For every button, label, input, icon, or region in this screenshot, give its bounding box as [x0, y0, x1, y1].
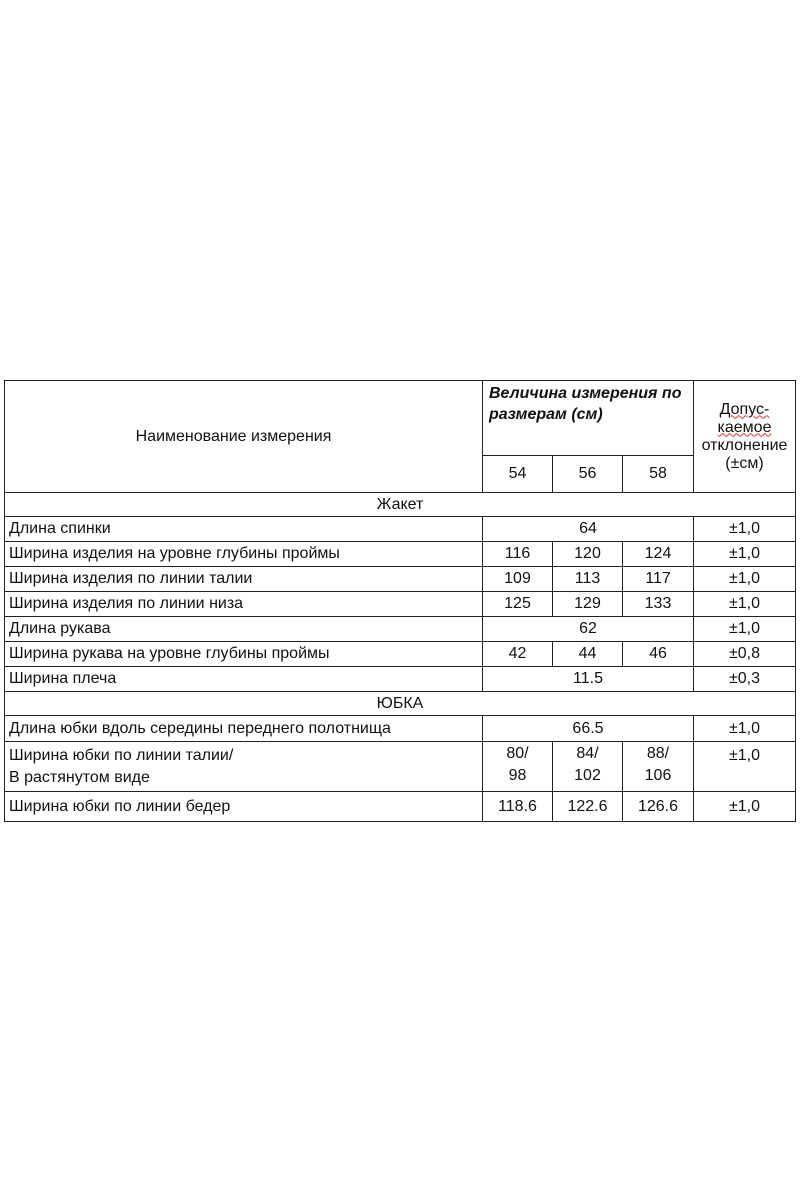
header-name: Наименование измерения: [5, 381, 483, 493]
row-value-56: 113: [553, 567, 623, 592]
measurement-table: [4, 380, 796, 822]
row-tolerance: ±1,0: [694, 542, 796, 567]
row-tolerance: ±1,0: [694, 742, 796, 792]
table-row: [5, 617, 796, 642]
row-value-56: 122.6: [553, 792, 623, 822]
row-name: Ширина плеча: [5, 667, 483, 692]
row-value-56: 120: [553, 542, 623, 567]
row-tolerance: ±1,0: [694, 517, 796, 542]
row-name: Длина юбки вдоль середины переднего полотнища: [5, 716, 483, 742]
row-value-58: 124: [623, 542, 694, 567]
table-row: [5, 567, 796, 592]
row-value-56: 44: [553, 642, 623, 667]
row-tolerance: ±0,8: [694, 642, 796, 667]
table-row: [5, 716, 796, 742]
value-line-1: 84/: [576, 745, 599, 762]
tolerance-word-4: (±см): [725, 454, 764, 472]
row-value-58: 126.6: [623, 792, 694, 822]
row-tolerance: ±1,0: [694, 567, 796, 592]
value-line-1: 88/: [646, 745, 670, 762]
row-tolerance: ±1,0: [694, 592, 796, 617]
row-value-merged: 66.5: [483, 716, 694, 742]
row-name: [5, 742, 483, 792]
row-value-54: 125: [483, 592, 553, 617]
row-name: Ширина юбки по линии бедер: [5, 792, 483, 822]
header-row: [5, 381, 796, 456]
section-row: [5, 493, 796, 517]
table-row: [5, 517, 796, 542]
row-value-merged: 62: [483, 617, 694, 642]
row-value-56: [553, 742, 623, 792]
section-row: [5, 692, 796, 716]
row-value-54: 118.6: [483, 792, 553, 822]
section-title-jacket: Жакет: [5, 493, 796, 517]
table-row: [5, 792, 796, 822]
size-56: 56: [553, 456, 623, 493]
table-row: [5, 667, 796, 692]
row-name-line-1: Ширина юбки по линии талии/: [9, 746, 234, 764]
table-row: [5, 542, 796, 567]
row-value-58: 117: [623, 567, 694, 592]
row-value-58: 133: [623, 592, 694, 617]
header-tolerance: [694, 381, 796, 493]
row-name: Длина спинки: [5, 517, 483, 542]
row-name-line-2: В растянутом виде: [9, 768, 150, 786]
table-row: [5, 742, 796, 792]
row-value-54: 109: [483, 567, 553, 592]
table-row: [5, 642, 796, 667]
size-58: 58: [623, 456, 694, 493]
row-value-merged: 11.5: [483, 667, 694, 692]
row-value-56: 129: [553, 592, 623, 617]
value-line-2: 98: [508, 767, 527, 784]
value-line-2: 106: [644, 767, 672, 784]
table-row: [5, 592, 796, 617]
row-value-58: [623, 742, 694, 792]
tolerance-word-2: каемое: [717, 418, 772, 436]
tolerance-word-1: Допус-: [719, 400, 770, 418]
tolerance-word-3: отклонение: [701, 436, 788, 454]
row-name: Ширина изделия по линии талии: [5, 567, 483, 592]
header-size-label: Величина измерения по размерам (см): [483, 381, 694, 456]
row-value-54: 116: [483, 542, 553, 567]
row-name: Ширина изделия по линии низа: [5, 592, 483, 617]
row-tolerance: ±1,0: [694, 716, 796, 742]
row-value-58: 46: [623, 642, 694, 667]
row-value-54: 42: [483, 642, 553, 667]
row-name: Ширина рукава на уровне глубины проймы: [5, 642, 483, 667]
row-name: Длина рукава: [5, 617, 483, 642]
row-value-54: [483, 742, 553, 792]
section-title-skirt: ЮБКА: [5, 692, 796, 716]
row-tolerance: ±1,0: [694, 792, 796, 822]
value-line-2: 102: [574, 767, 601, 784]
value-line-1: 80/: [506, 745, 529, 762]
row-tolerance: ±0,3: [694, 667, 796, 692]
row-value-merged: 64: [483, 517, 694, 542]
row-tolerance: ±1,0: [694, 617, 796, 642]
size-54: 54: [483, 456, 553, 493]
row-name: Ширина изделия на уровне глубины проймы: [5, 542, 483, 567]
